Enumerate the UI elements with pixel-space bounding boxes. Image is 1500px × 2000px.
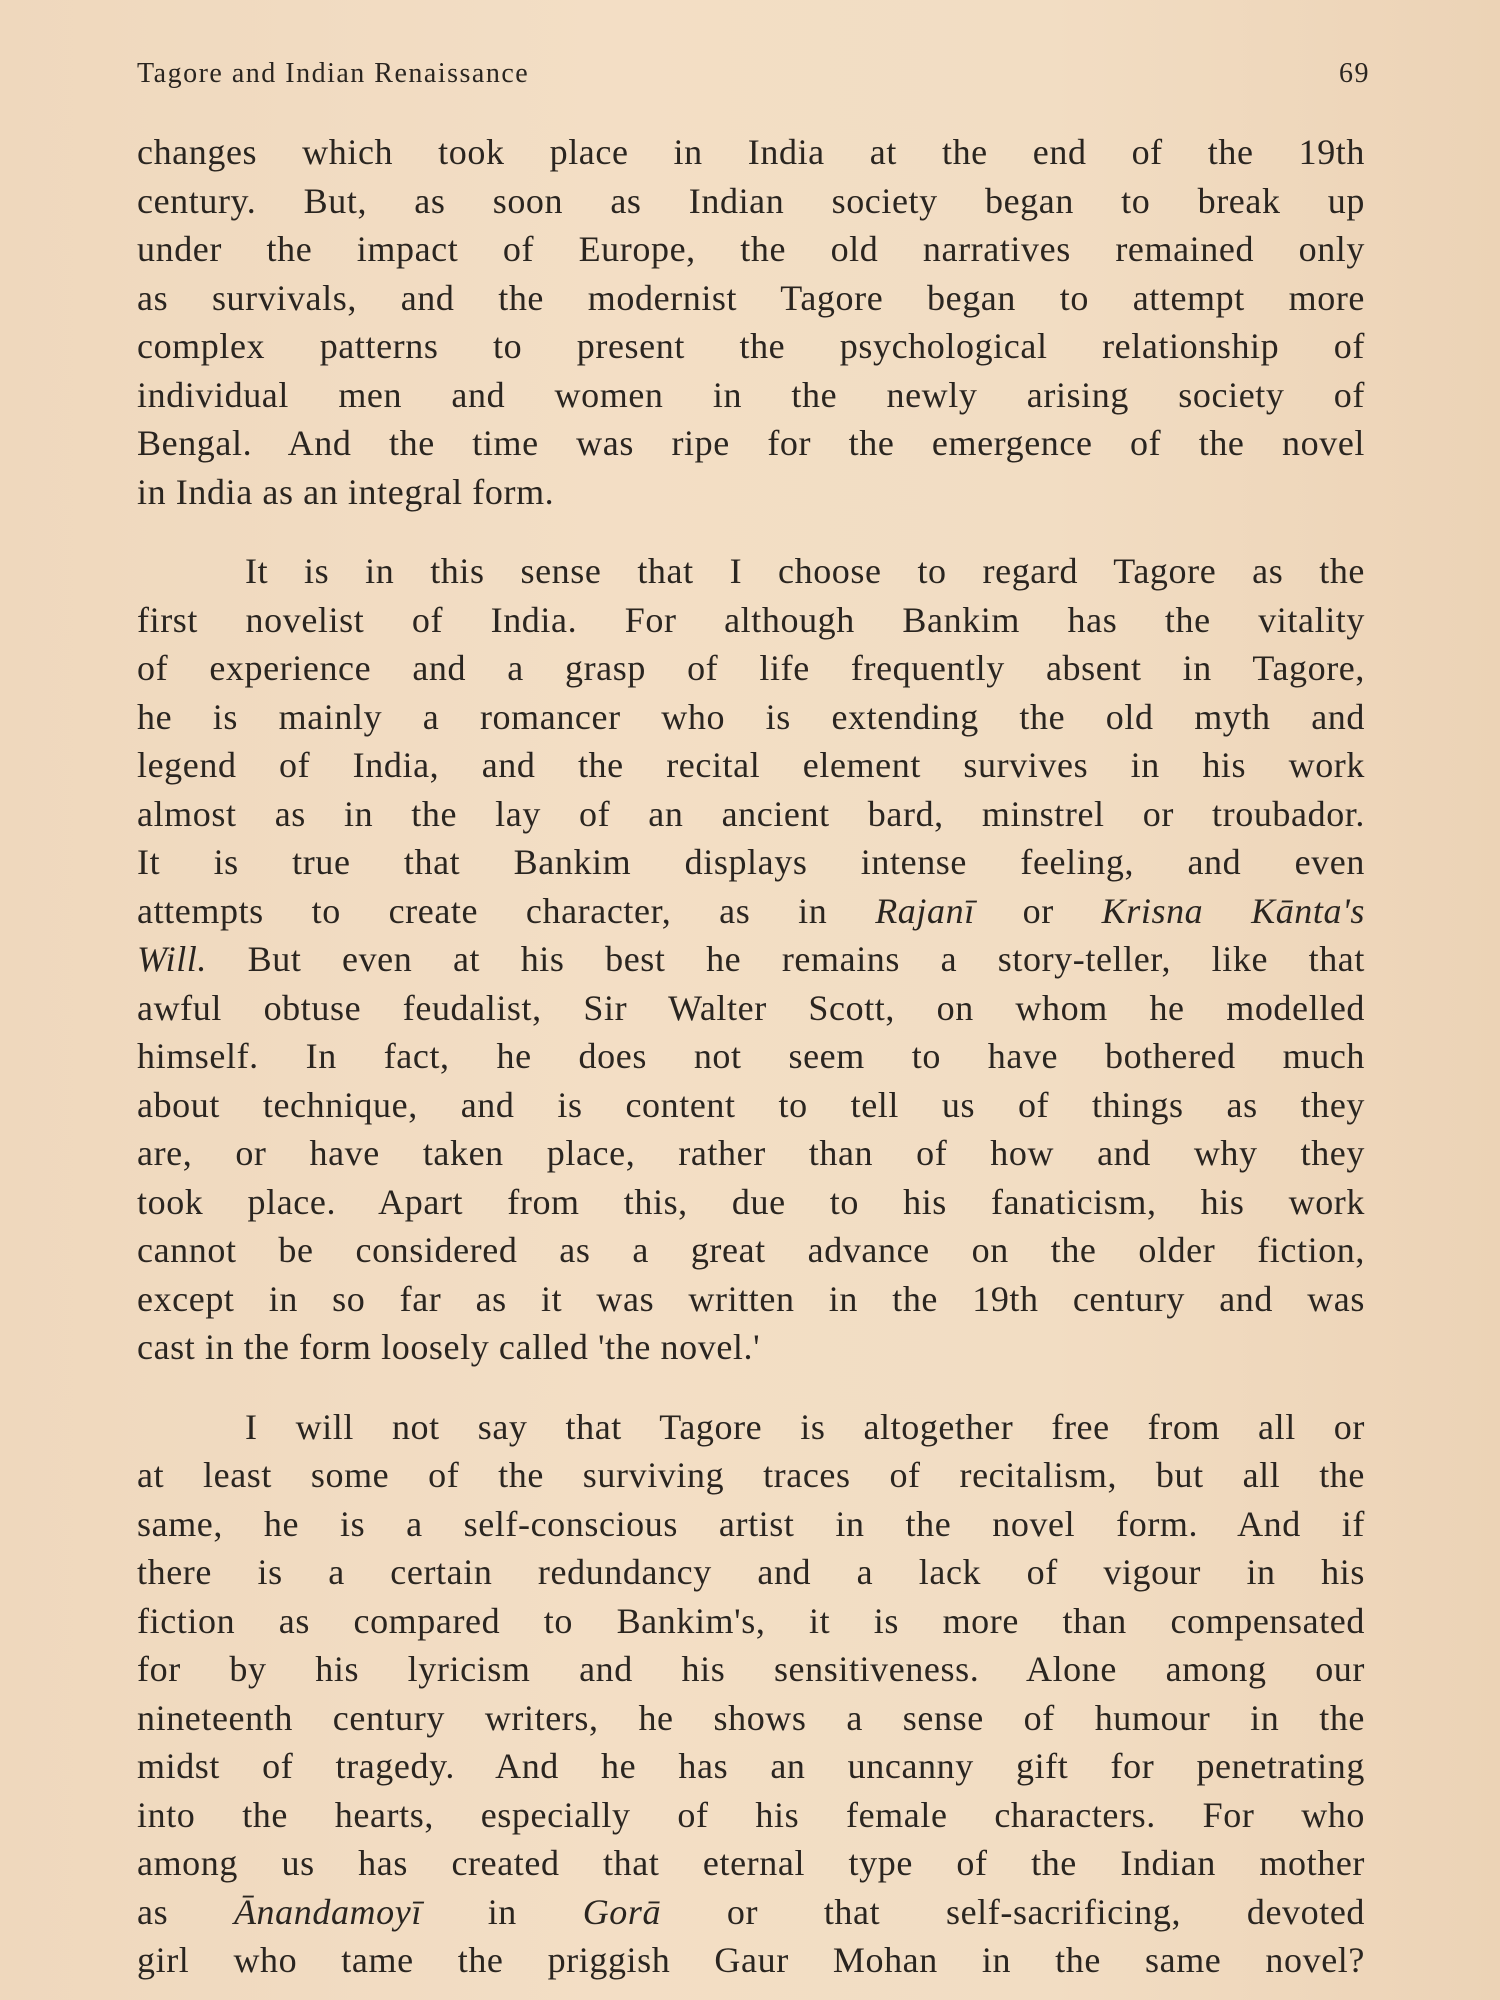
text-fragment: as xyxy=(137,1891,234,1932)
text-line: at least some of the surviving traces of recitalism, but all the xyxy=(137,1455,1365,1495)
text-line: changes which took place in India at the end of the 19th xyxy=(137,132,1365,172)
text-line: among us has created that eternal type of the Indian mother xyxy=(137,1843,1365,1883)
text-line: awful obtuse feudalist, Sir Walter Scott, on whom he modelled xyxy=(137,987,1365,1028)
book-title: Krisna Kānta's xyxy=(1101,890,1366,931)
book-title: Rajanī xyxy=(875,890,975,931)
text-line: there is a certain redundancy and a lack of vigour in his xyxy=(137,1552,1365,1592)
text-line: girl who tame the priggish Gaur Mohan in the same novel? xyxy=(137,1940,1365,1980)
text-line: except in so far as it was written in the 19th century and was xyxy=(137,1278,1365,1319)
running-head xyxy=(137,58,1370,98)
text-line: nineteenth century writers, he shows a sense of humour in the xyxy=(137,1697,1365,1738)
paragraph-1 xyxy=(137,128,1365,516)
text-line: into the hearts, especially of his female characters. For who xyxy=(137,1794,1365,1835)
text-line-with-titles xyxy=(137,1888,1365,1937)
text-fragment: or xyxy=(974,890,1102,931)
text-line: of experience and a grasp of life frequently absent in Tagore, xyxy=(137,648,1365,688)
text-line-with-titles xyxy=(137,887,1365,936)
text-line: as survivals, and the modernist Tagore began to attempt more xyxy=(137,277,1365,318)
text-line: midst of tragedy. And he has an uncanny gift for penetrating xyxy=(137,1746,1365,1786)
text-line: same, he is a self-conscious artist in the novel form. And if xyxy=(137,1503,1365,1544)
text-line: almost as in the lay of an ancient bard, minstrel or troubador. xyxy=(137,793,1365,834)
text-line: took place. Apart from this, due to his fanaticism, his work xyxy=(137,1181,1365,1222)
text-fragment: But even at his best he remains a story-teller, like that xyxy=(207,939,1365,979)
page-number: 69 xyxy=(1339,58,1370,89)
text-line: cast in the form loosely called 'the novel.' xyxy=(137,1327,761,1367)
text-line: It is true that Bankim displays intense feeling, and even xyxy=(137,842,1365,882)
text-line: he is mainly a romancer who is extending the old myth and xyxy=(137,696,1365,737)
text-line: first novelist of India. For although Bankim has the vitality xyxy=(137,599,1365,640)
text-fragment: in xyxy=(421,1891,583,1932)
text-line: cannot be considered as a great advance on the older fiction, xyxy=(137,1230,1365,1270)
running-head-title: Tagore and Indian Renaissance xyxy=(137,58,530,89)
book-title: Will. xyxy=(137,939,208,979)
paragraph-2 xyxy=(137,547,1365,1372)
body-text xyxy=(137,128,1365,1985)
text-line: complex patterns to present the psychological relationship of xyxy=(137,326,1365,366)
text-line: I will not say that Tagore is altogether free from all or xyxy=(245,1406,1365,1447)
text-line: himself. In fact, he does not seem to have bothered much xyxy=(137,1036,1365,1076)
text-line: It is in this sense that I choose to regard Tagore as the xyxy=(245,551,1365,591)
paragraph-3 xyxy=(137,1403,1365,1985)
text-line: individual men and women in the newly arising society of xyxy=(137,374,1365,415)
text-line: under the impact of Europe, the old narratives remained only xyxy=(137,229,1365,269)
text-line: are, or have taken place, rather than of how and why they xyxy=(137,1133,1365,1173)
text-fragment: attempts to create character, as in xyxy=(137,890,876,931)
text-line: for by his lyricism and his sensitiveness. Alone among our xyxy=(137,1649,1365,1689)
text-line: in India as an integral form. xyxy=(137,471,555,512)
book-title: Ānandamoyī xyxy=(233,1891,422,1932)
text-line: about technique, and is content to tell us of things as they xyxy=(137,1084,1365,1125)
text-line: Bengal. And the time was ripe for the emergence of the novel xyxy=(137,423,1365,463)
text-line: century. But, as soon as Indian society began to break up xyxy=(137,180,1365,221)
text-line-with-titles xyxy=(137,935,1365,984)
text-line: fiction as compared to Bankim's, it is more than compensated xyxy=(137,1600,1365,1641)
text-line: legend of India, and the recital element survives in his work xyxy=(137,745,1365,785)
book-title: Gorā xyxy=(582,1891,662,1932)
text-fragment: or that self-sacrificing, devoted xyxy=(661,1891,1366,1932)
